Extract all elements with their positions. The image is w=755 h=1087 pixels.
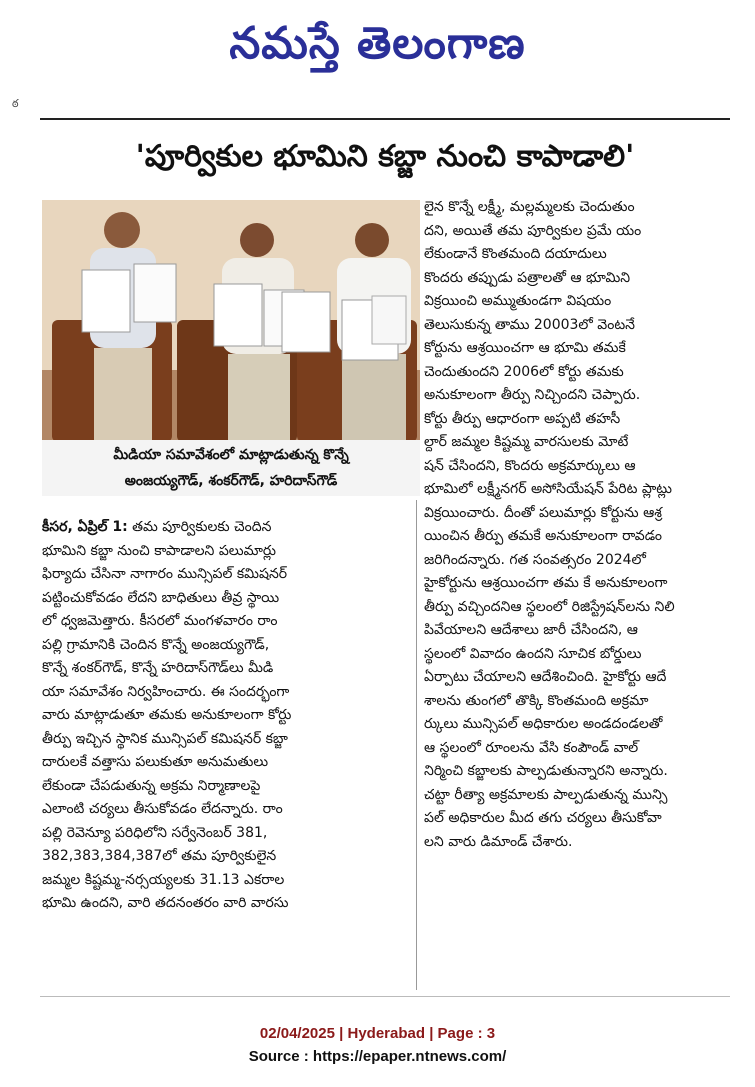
body-line: లేకుండా చేపడుతున్న అక్రమ నిర్మాణాలపై bbox=[42, 777, 261, 794]
body-line: తీర్పు వచ్చిందనిఆ స్థలంలో రిజిస్ట్రేషన్‌లను నిలి bbox=[424, 598, 675, 615]
body-line: ర్కులు మున్సిపల్ అధికారుల అండదండలతో bbox=[424, 716, 663, 732]
body-line: షన్ చేసిందని, కొందరు అక్రమార్కులు ఆ bbox=[424, 457, 636, 474]
body-line: విక్రయించారు. దీంతో పలుమార్లు కోర్టును ఆశ్ర bbox=[424, 504, 662, 521]
body-line: ల్దార్ జమ్మల కిష్టమ్మ వారసులకు మోటే bbox=[424, 434, 629, 450]
photo-caption bbox=[42, 440, 420, 496]
body-line: ఆ స్థలంలో రూంలను వేసి కంపౌండ్ వాల్ bbox=[424, 739, 639, 756]
bottom-divider bbox=[40, 996, 730, 997]
body-line: ఏర్పాటు చేయాలని ఆదేశించింది. హైకోర్టు ఆదే bbox=[424, 669, 667, 685]
body-line: జమ్మల కిష్టమ్మ-నర్సయ్యలకు 31.13 ఎకరాల bbox=[42, 871, 285, 888]
body-line: పల్ అధికారుల మీద తగు చర్యలు తీసుకోవా bbox=[424, 810, 662, 826]
body-line: పల్లి రెవెన్యూ పరిధిలోని సర్వేనెంబర్ 381, bbox=[42, 824, 268, 841]
body-line: జరిగిందన్నారు. గత సంవత్సరం 2024లో bbox=[424, 551, 646, 568]
photo-illustration bbox=[42, 200, 420, 442]
body-line: పట్టించుకోవడం లేదని బాధితులు తీవ్ర స్థాయి bbox=[42, 589, 280, 606]
body-line: చట్టా రీత్యా అక్రమాలకు పాల్పడుతున్న మున్సి bbox=[424, 786, 668, 803]
body-line: లైన కొన్నే లక్ష్మీ, మల్లమ్మలకు చెందుతుం bbox=[424, 199, 635, 215]
column-divider bbox=[416, 500, 417, 990]
caption-line: అంజయ్యగౌడ్, శంకర్‌గౌడ్, హరిదాస్‌గౌడ్ bbox=[124, 473, 338, 489]
body-line: భూమిలో లక్ష్మీనగర్ అసోసియేషన్ పేరిట ప్లాట్లు bbox=[424, 481, 672, 497]
body-line: పల్లి గ్రామానికి చెందిన కొన్నే అంజయ్యగౌడ్, bbox=[42, 636, 270, 653]
caption-line: మీడియా సమావేశంలో మాట్లాడుతున్న కొన్నే bbox=[113, 447, 349, 463]
body-line: ఫిర్యాదు చేసినా నాగారం మున్సిపల్ కమిషనర్ bbox=[42, 566, 288, 582]
body-line: కోర్టును ఆశ్రయించగా ఆ భూమి తమకే bbox=[424, 340, 626, 356]
body-line: తెలుసుకున్న తాము 20003లో వెంటనే bbox=[424, 316, 635, 333]
body-line: నిర్మించి కబ్జాలకు పాల్పడుతున్నారని అన్నారు. bbox=[424, 763, 668, 779]
article-body-right bbox=[424, 196, 730, 854]
body-line: యా సమావేశం నిర్వహించారు. ఈ సందర్భంగా bbox=[42, 683, 290, 700]
body-line: లో ధ్వజమెత్తారు. కీసరలో మంగళవారం రాం bbox=[42, 613, 278, 629]
body-line: భూమిని కబ్జా నుంచి కాపాడాలని పలుమార్లు bbox=[42, 542, 277, 559]
body-line: 382,383,384,387లో తమ పూర్వికులైన bbox=[42, 848, 277, 864]
body-line: లేకుండానే కొంతమంది దయాదులు bbox=[424, 246, 607, 262]
article-photo bbox=[42, 200, 420, 442]
body-line: లని వారు డిమాండ్ చేశారు. bbox=[424, 833, 573, 850]
masthead bbox=[0, 8, 755, 80]
article-headline: 'పూర్వికుల భూమిని కబ్జా నుంచి కాపాడాలి' bbox=[135, 139, 635, 174]
body-text: తమ పూర్వికులకు చెందిన bbox=[132, 519, 272, 535]
body-line: కొందరు తప్పుడు పత్రాలతో ఆ భూమిని bbox=[424, 269, 631, 286]
body-line: కోర్టు తీర్పు ఆధారంగా అప్పటి తహసీ bbox=[424, 410, 621, 427]
page-mark: ఠ bbox=[12, 97, 19, 110]
body-line bbox=[42, 516, 410, 540]
body-line: విక్రయించి అమ్ముతుండగా విషయం bbox=[424, 293, 612, 309]
dateline: కీసర, ఏప్రిల్ 1: bbox=[42, 519, 128, 535]
body-line: దారులకే వత్తాసు పలుకుతూ అనుమతులు bbox=[42, 754, 269, 770]
newspaper-logo: నమస్తే తెలంగాణ bbox=[229, 18, 526, 69]
body-line: స్థలంలో వివాదం ఉందని సూచిక బోర్డులు bbox=[424, 645, 642, 662]
body-line: హైకోర్టును ఆశ్రయించగా తమ కే అనుకూలంగా bbox=[424, 575, 668, 591]
body-line: పివేయాలని ఆదేశాలు జారీ చేసిందని, ఆ bbox=[424, 622, 638, 638]
body-line: శాలను తుంగలో తొక్కి కొంతమంది అక్రమా bbox=[424, 692, 649, 709]
body-line: తీర్పు ఇచ్చిన స్థానిక మున్సిపల్ కమిషనర్ కబ్జా bbox=[42, 730, 288, 747]
body-line: ఎలాంటి చర్యలు తీసుకోవడం లేదన్నారు. రాం bbox=[42, 801, 283, 817]
body-line: కొన్నే శంకర్‌గౌడ్, కొన్నే హరిదాస్‌గౌడ్‌లు మీడి bbox=[42, 660, 274, 676]
edition-info: 02/04/2025 | Hyderabad | Page : 3 bbox=[259, 1025, 496, 1042]
page-footer bbox=[0, 1022, 755, 1068]
body-line: వారు మాట్లాడుతూ తమకు అనుకూలంగా కోర్టు bbox=[42, 707, 292, 723]
top-divider bbox=[40, 118, 730, 120]
article-body-left bbox=[42, 516, 410, 916]
body-line: చెందుతుందని 2006లో కోర్టు తమకు bbox=[424, 363, 624, 380]
body-line: భూమి ఉందని, వారి తదనంతరం వారి వారసు bbox=[42, 895, 289, 911]
body-line: దని, అయితే తమ పూర్వికుల ప్రమే యం bbox=[424, 222, 642, 239]
source-link[interactable]: Source : https://epaper.ntnews.com/ bbox=[248, 1048, 507, 1065]
body-line: అనుకూలంగా తీర్పు నిచ్చిందని చెప్పారు. bbox=[424, 387, 641, 403]
body-line: యించిన తీర్పు తమకే అనుకూలంగా రావడం bbox=[424, 528, 662, 544]
